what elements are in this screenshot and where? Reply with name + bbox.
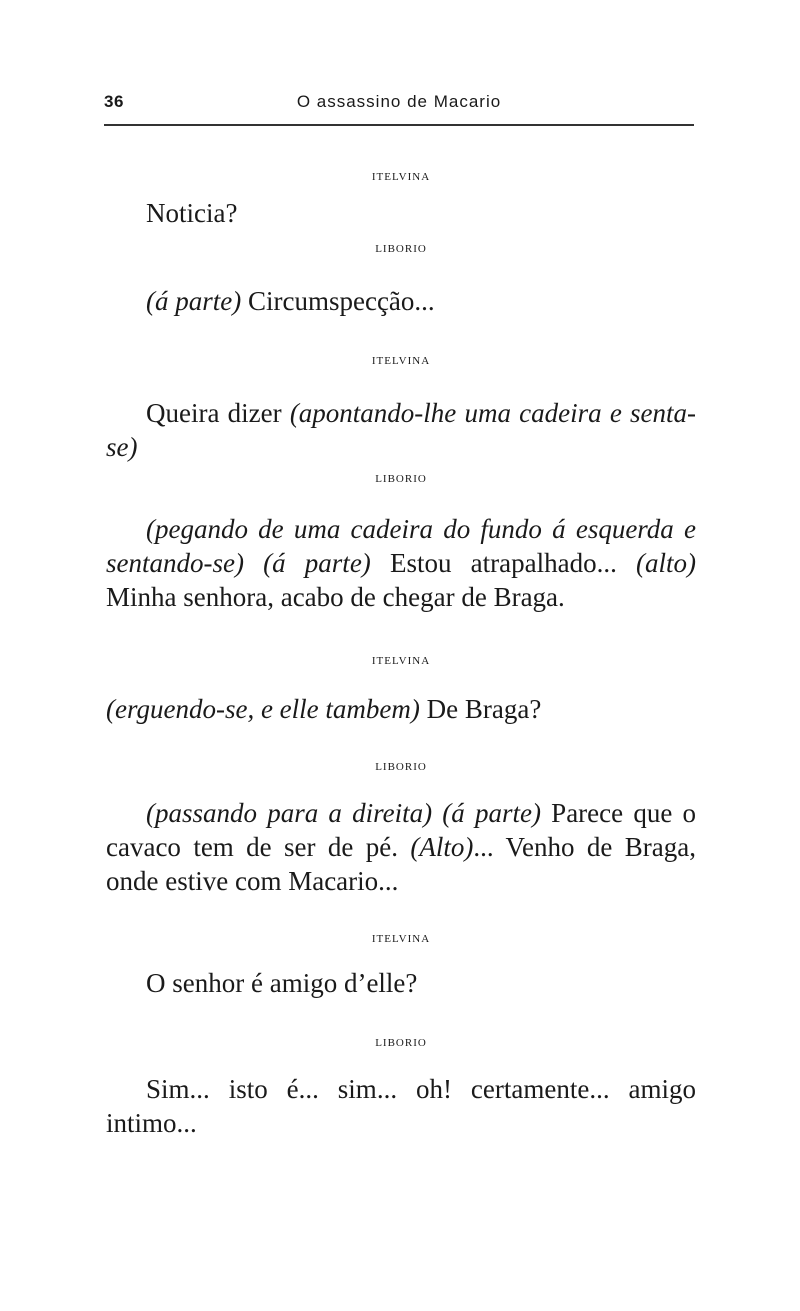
speech-text bbox=[106, 796, 696, 898]
speech-part bbox=[244, 548, 263, 578]
speech-part: Estou atrapalhado... bbox=[370, 548, 636, 578]
stage-direction: (erguendo-se, e elle tambem) bbox=[106, 694, 420, 724]
speech-block bbox=[106, 966, 696, 1000]
stage-direction: (á parte) bbox=[146, 286, 242, 316]
speech-part: Minha senhora, acabo de chegar de Braga. bbox=[106, 582, 565, 612]
stage-direction: (á parte) bbox=[442, 798, 541, 828]
speaker-label: itelvina bbox=[371, 168, 431, 184]
stage-direction: (passando para a direita) bbox=[146, 798, 433, 828]
running-title: O assassino de Macario bbox=[296, 92, 502, 111]
speech-part: Parece que o cavaco tem de ser de pé. bbox=[106, 798, 697, 862]
speech-text bbox=[106, 966, 696, 1000]
speech-block bbox=[106, 692, 696, 726]
speech-block bbox=[106, 1072, 696, 1140]
stage-direction: (á parte) bbox=[263, 548, 371, 578]
speech-text bbox=[106, 196, 696, 230]
speech-part: Sim... isto é... sim... oh! certamente... amigo intimo... bbox=[106, 1074, 696, 1138]
speech-part bbox=[432, 798, 442, 828]
speech-part: Noticia? bbox=[146, 198, 238, 228]
speech-text bbox=[106, 1072, 696, 1140]
stage-direction: (apontando-lhe uma cadeira e senta-se) bbox=[106, 398, 696, 462]
speech-part: O senhor é amigo d’elle? bbox=[146, 968, 418, 998]
speaker-label: itelvina bbox=[371, 352, 431, 368]
speaker-label: liborio bbox=[375, 470, 427, 486]
stage-direction: (Alto) bbox=[410, 832, 474, 862]
header-rule bbox=[104, 124, 694, 126]
speech-text bbox=[106, 692, 696, 726]
stage-direction: (alto) bbox=[636, 548, 696, 578]
running-head bbox=[104, 90, 694, 118]
speech-block bbox=[106, 196, 696, 230]
speaker-label: itelvina bbox=[371, 652, 431, 668]
speech-block bbox=[106, 396, 696, 464]
speaker-label: liborio bbox=[375, 1034, 427, 1050]
speaker-label: liborio bbox=[375, 240, 427, 256]
page-number: 36 bbox=[104, 92, 124, 111]
speech-part: Circumspecção... bbox=[241, 286, 435, 316]
speech-text bbox=[106, 284, 696, 318]
speech-text bbox=[106, 512, 696, 614]
speech-text bbox=[106, 396, 696, 464]
speech-block bbox=[106, 796, 696, 898]
speaker-label: itelvina bbox=[371, 930, 431, 946]
speech-block bbox=[106, 512, 696, 614]
speech-block bbox=[106, 284, 696, 318]
speech-part: Queira dizer bbox=[146, 398, 290, 428]
stage-direction: (pegando de uma cadeira do fundo á esquerda e sentando-se) bbox=[106, 514, 696, 578]
speech-part: ... Venho de Braga, onde estive com Macario... bbox=[106, 832, 696, 896]
speaker-label: liborio bbox=[375, 758, 427, 774]
speech-part: De Braga? bbox=[419, 694, 542, 724]
